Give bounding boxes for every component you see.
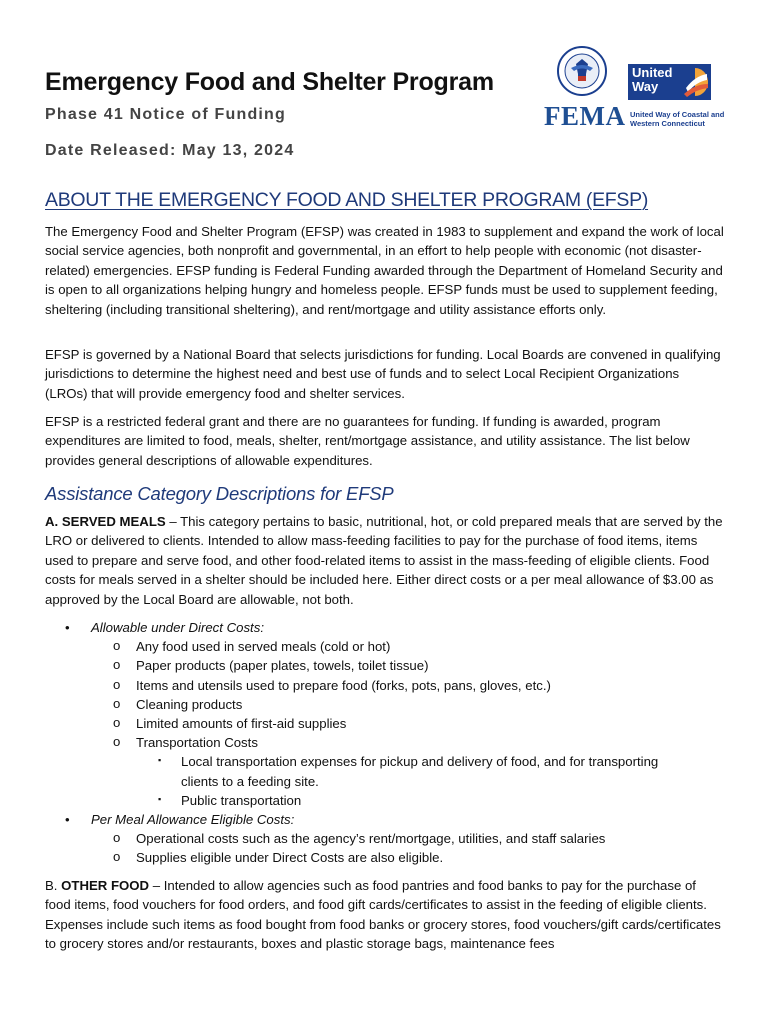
about-paragraph-3: EFSP is a restricted federal grant and there are no guarantees for funding. If funding is awarded, program expenditures are limited to food, meals, shelter, rent/mortgage assistance, and utility assistance. The list below provides general descriptions of allowable expenditures. (45, 414, 690, 468)
list-item: o Operational costs such as the agency’s rent/mortgage, utilities, and staff salaries (113, 830, 606, 847)
list-item: o Supplies eligible under Direct Costs are also eligible. (113, 849, 444, 866)
fema-logo: FEMA (544, 101, 626, 131)
united-way-hand-icon (680, 66, 710, 98)
bullet-marker: • (65, 620, 70, 635)
list-item: o Any food used in served meals (cold or hot) (113, 638, 391, 655)
list-item: o Items and utensils used to prepare food (forks, pots, pans, gloves, etc.) (113, 676, 551, 693)
list-item: ▪ Local transportation expenses for pickup and delivery of food, and for transporting (158, 754, 659, 770)
list-item: o Paper products (paper plates, towels, toilet tissue) (113, 657, 429, 674)
list-item: o Limited amounts of first-aid supplies (113, 714, 347, 731)
assistance-heading: Assistance Category Descriptions for EFSP (45, 483, 394, 504)
other-food-label: OTHER FOOD (61, 878, 150, 893)
list-item-continuation: clients to a feeding site. (181, 773, 319, 789)
list-item: • Per Meal Allowance Eligible Costs: (45, 810, 725, 829)
other-food-paragraph: B. OTHER FOOD – Intended to allow agencies such as food pantries and food banks to pay for the purchase of food items, food vouchers for food orders, and food gift cards/certificates to assist in the feeding of eligible clients. Expenses include such items as food bought from food banks or grocery stores, food vouchers/gift cards/certificates to grocery stores and/or restaurants, boxes and plastic storage bags, maintenance fees (45, 878, 721, 952)
list-item: o Cleaning products (113, 695, 243, 712)
united-way-subtitle: United Way of Coastal and Western Connecticut (630, 110, 725, 128)
served-meals-label: A. SERVED MEALS (45, 514, 166, 529)
served-meals-list (45, 618, 725, 867)
served-meals-text: – This category pertains to basic, nutritional, hot, or cold prepared meals that are served by the LRO or delivered to clients. Intended to allow mass-feeding facilities to pay for the purchase of food items, items used to prepare and serve food, and other food-related items to assist in the mass-feeding of eligible clients. Food costs for meals served in a shelter should be included here. Either direct costs or a per meal allowance of $3.00 as approved by the Local Board are allowable, not both. (45, 514, 723, 607)
united-way-wordmark: United Way (632, 65, 673, 94)
page-subtitle: Phase 41 Notice of Funding (45, 106, 287, 123)
about-paragraph-2: EFSP is governed by a National Board that selects jurisdictions for funding. Local Boards are convened in qualifying jurisdictions to determine the highest need and best use of funds and to select Local Recipient Organizations (LROs) that will provide emergency food and shelter services. (45, 347, 721, 401)
dhs-seal-icon (557, 46, 607, 96)
about-heading: ABOUT THE EMERGENCY FOOD AND SHELTER PROGRAM (EFSP) (45, 189, 649, 211)
other-food-text: – Intended to allow agencies such as food pantries and food banks to pay for the purchase of food items, food vouchers for food orders, and food gift cards/certificates to assist in the feeding of eligible clients. Expenses include such items as food bought from food banks or grocery stores, food vouchers/gift cards/certificates to grocery stores and/or restaurants, boxes and plastic storage bags, maintenance fees (45, 878, 721, 952)
about-paragraph-1: The Emergency Food and Shelter Program (EFSP) was created in 1983 to supplement and expand the work of local social service agencies, both nonprofit and governmental, in an effort to help people with economic (not disaster-related) emergencies. EFSP funding is Federal Funding awarded through the Department of Homeland Security and is open to all organizations helping hungry and homeless people. EFSP funds must be used to supplement feeding, sheltering (including transitional sheltering), and rent/mortgage and utility assistance efforts only. (45, 224, 724, 317)
served-meals-paragraph (45, 512, 725, 609)
bullet-marker: • (65, 811, 70, 827)
list-item: • Allowable under Direct Costs: (45, 618, 725, 637)
list-item: ▪ Public transportation (158, 792, 302, 808)
release-date: Date Released: May 13, 2024 (45, 142, 295, 159)
page-title: Emergency Food and Shelter Program (45, 68, 494, 96)
list-item: o Transportation Costs (113, 734, 258, 751)
